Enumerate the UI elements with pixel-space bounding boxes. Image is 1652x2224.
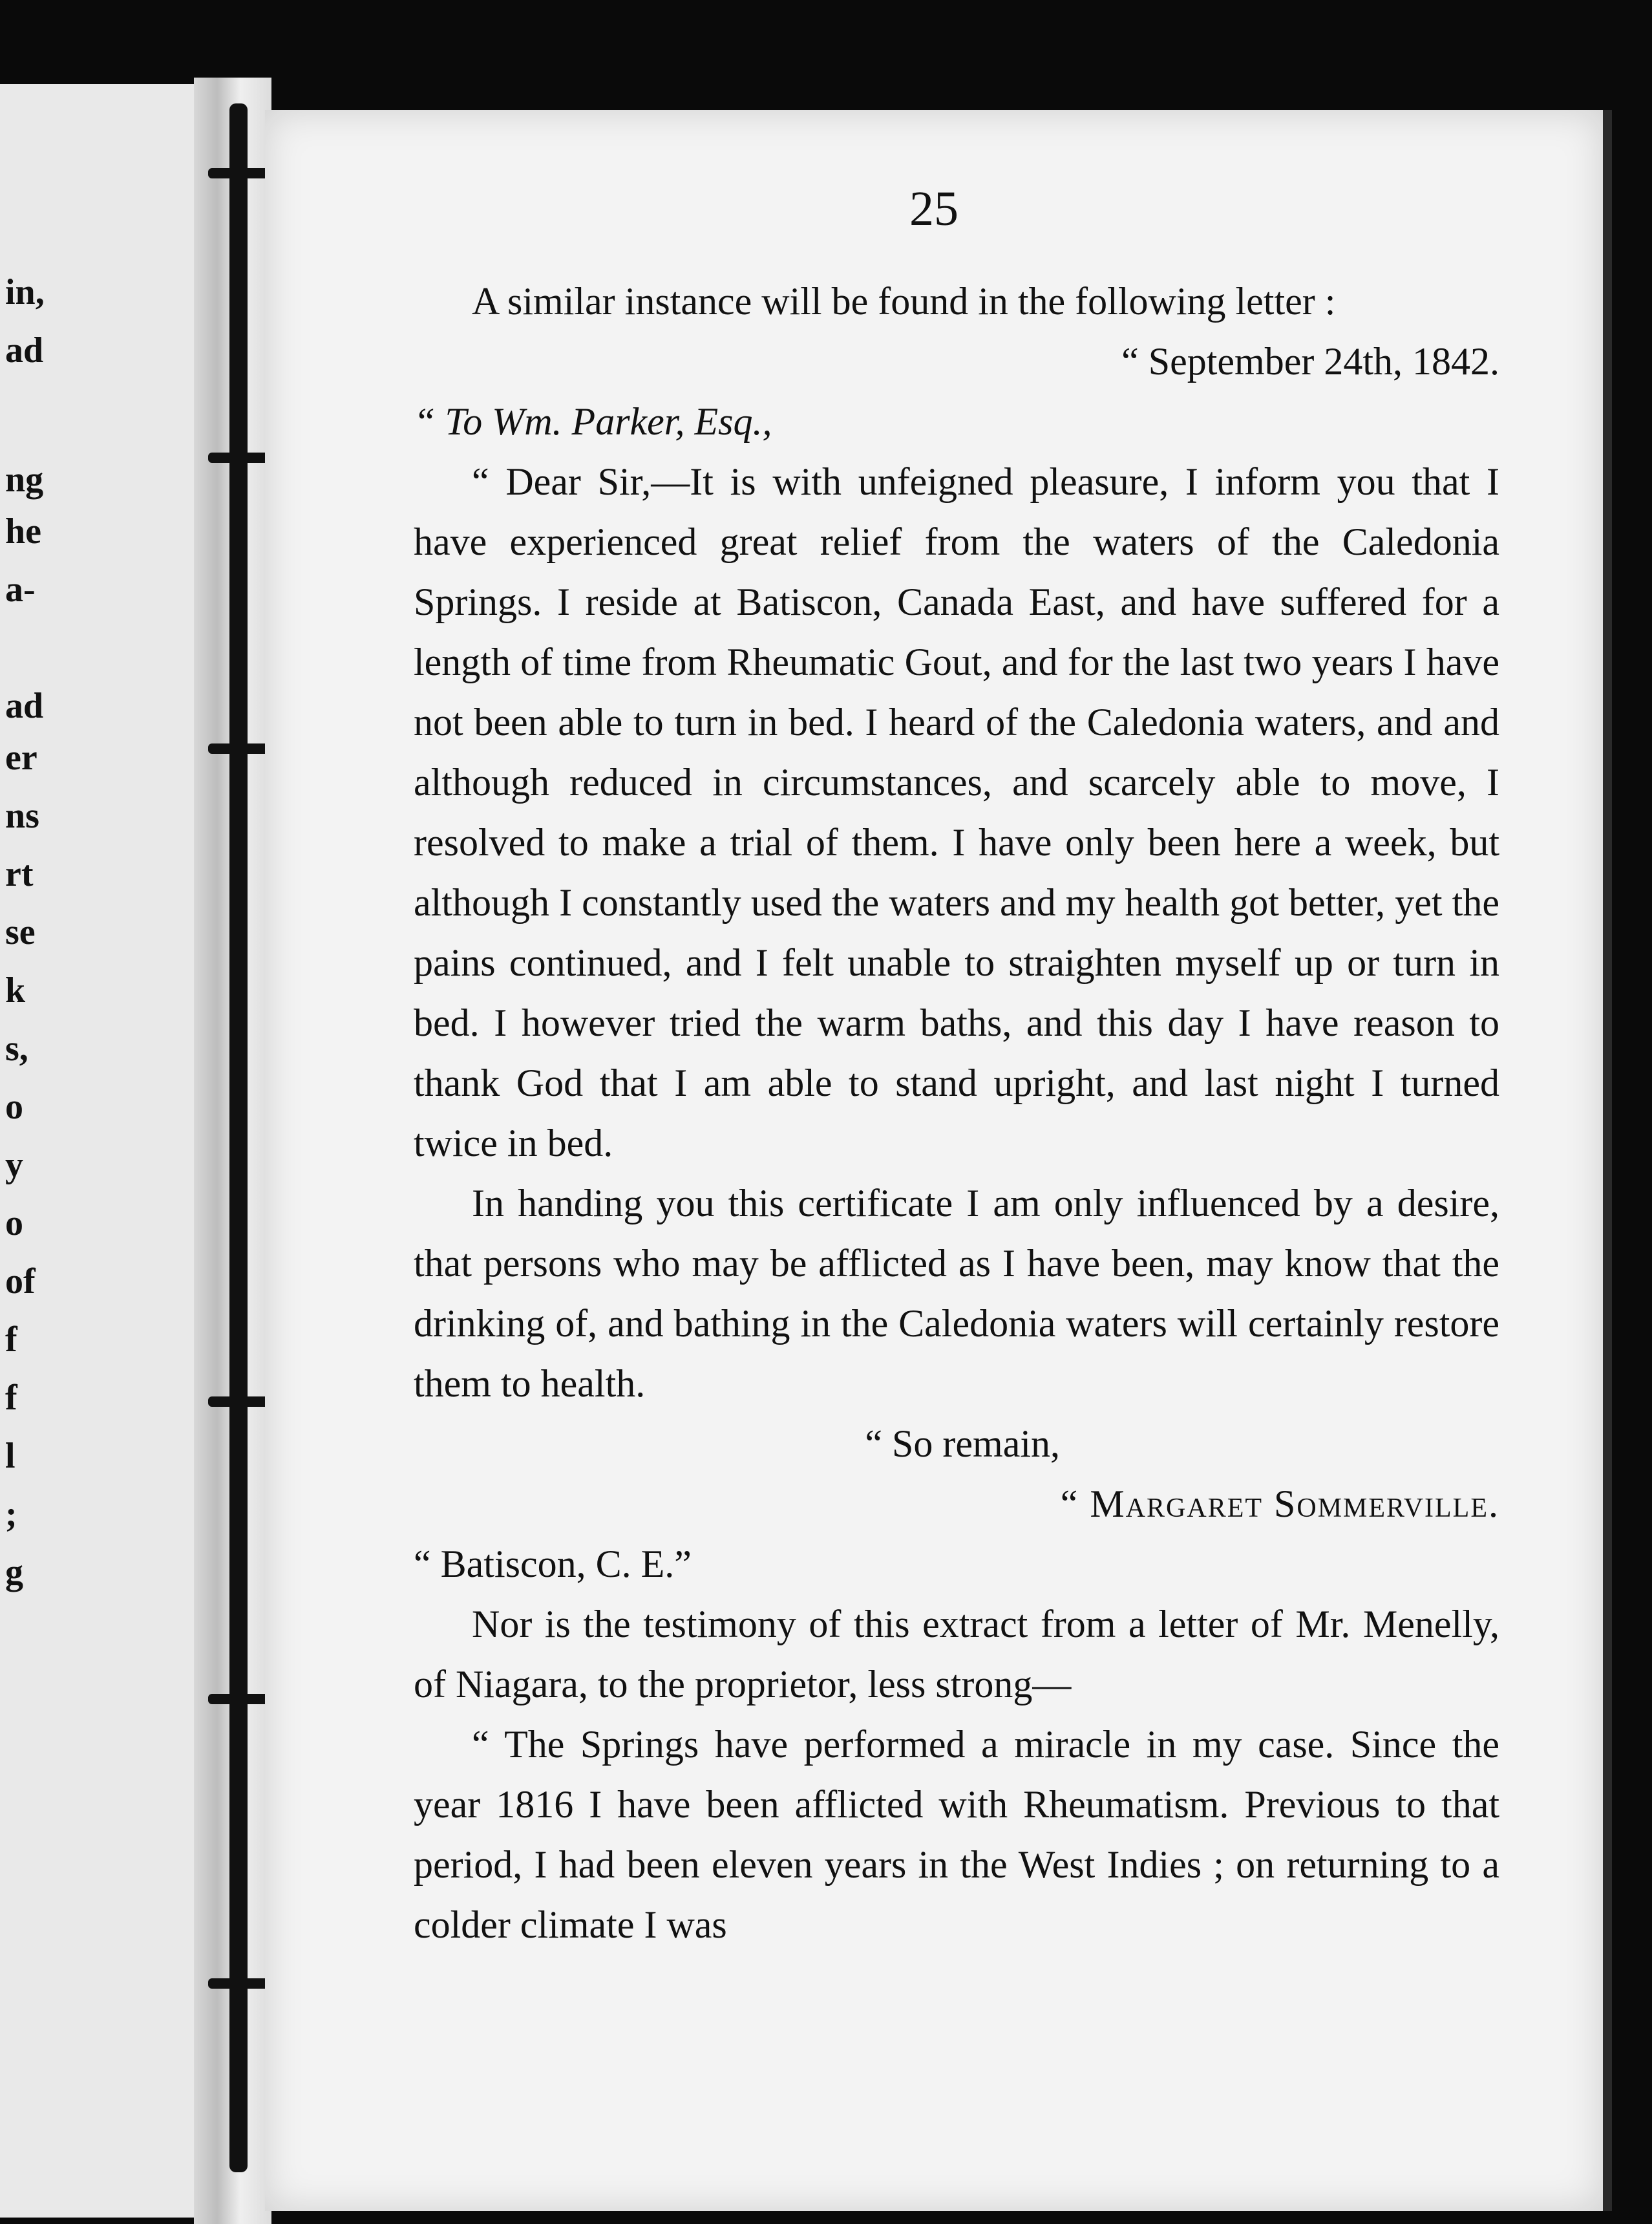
left-fragment: ns (5, 796, 39, 836)
letter-place: “ Batiscon, C. E.” (414, 1543, 692, 1585)
left-fragment: k (5, 970, 26, 1010)
left-fragment: o (5, 1203, 23, 1243)
left-fragment: rt (5, 854, 34, 894)
page-body (414, 272, 1499, 1955)
left-fragment: a- (5, 570, 36, 610)
letter-closing: “ So remain, (865, 1422, 1060, 1465)
left-fragment: of (5, 1261, 36, 1301)
paragraph: Nor is the testimony of this extract from a letter of Mr. Menelly, of Niagara, to the proprietor, less strong— (414, 1603, 1499, 1705)
left-fragment: se (5, 912, 36, 952)
quoted-letter: “ The Springs have performed a miracle in my case. Since the year 1816 I have been afflicted with Rheumatism. Previous to that period, I had been eleven years in the West Indies ; on returning to a colder climate I was (414, 1723, 1499, 1946)
left-fragment: g (5, 1552, 23, 1592)
left-fragment: ng (5, 460, 44, 500)
left-fragment: f (5, 1378, 17, 1418)
left-fragment: in, (5, 272, 45, 312)
intro-paragraph: A similar instance will be found in the following letter : (472, 280, 1336, 323)
letter-signature: “ Margaret Sommerville. (1060, 1482, 1499, 1525)
left-fragment: y (5, 1145, 23, 1185)
left-fragment: f (5, 1320, 17, 1360)
letter-date: “ September 24th, 1842. (1121, 340, 1499, 383)
left-fragment: ad (5, 686, 44, 726)
book-page (265, 110, 1612, 2211)
left-fragment: er (5, 738, 37, 778)
page-number: 25 (909, 182, 958, 236)
letter-paragraph: In handing you this certificate I am only influenced by a desire, that persons who may be afflicted as I have been, may know that the drinking of, and bathing in the Caledonia waters will certainly restore them to health. (414, 1182, 1499, 1405)
left-fragment: he (5, 511, 41, 551)
letter-paragraph: “ Dear Sir,—It is with unfeigned pleasure, I inform you that I have experienced great relief from the waters of the Caledonia Springs. I reside at Batiscon, Canada East, and have suffered for a length of time from Rheumatic Gout, and for the last two years I have not been able to turn in bed. I heard of the Caledonia waters, and and although reduced in circumstances, and scarcely able to move, I resolved to make a trial of them. I have only been here a week, but although I constantly used the waters and my health got better, yet the pains continued, and I felt unable to straighten myself up or turn in bed. I however tried the warm baths, and this day I have reason to thank God that I am able to stand upright, and last night I turned twice in bed. (414, 460, 1499, 1164)
left-page-fragment (0, 84, 196, 2218)
left-fragment: s, (5, 1029, 28, 1069)
left-fragment: ; (5, 1494, 17, 1534)
letter-salutation: “ To Wm. Parker, Esq., (414, 400, 772, 443)
left-fragment: l (5, 1436, 16, 1476)
binding-thread (229, 103, 248, 2172)
left-fragment: ad (5, 330, 44, 370)
left-fragment: o (5, 1087, 23, 1127)
